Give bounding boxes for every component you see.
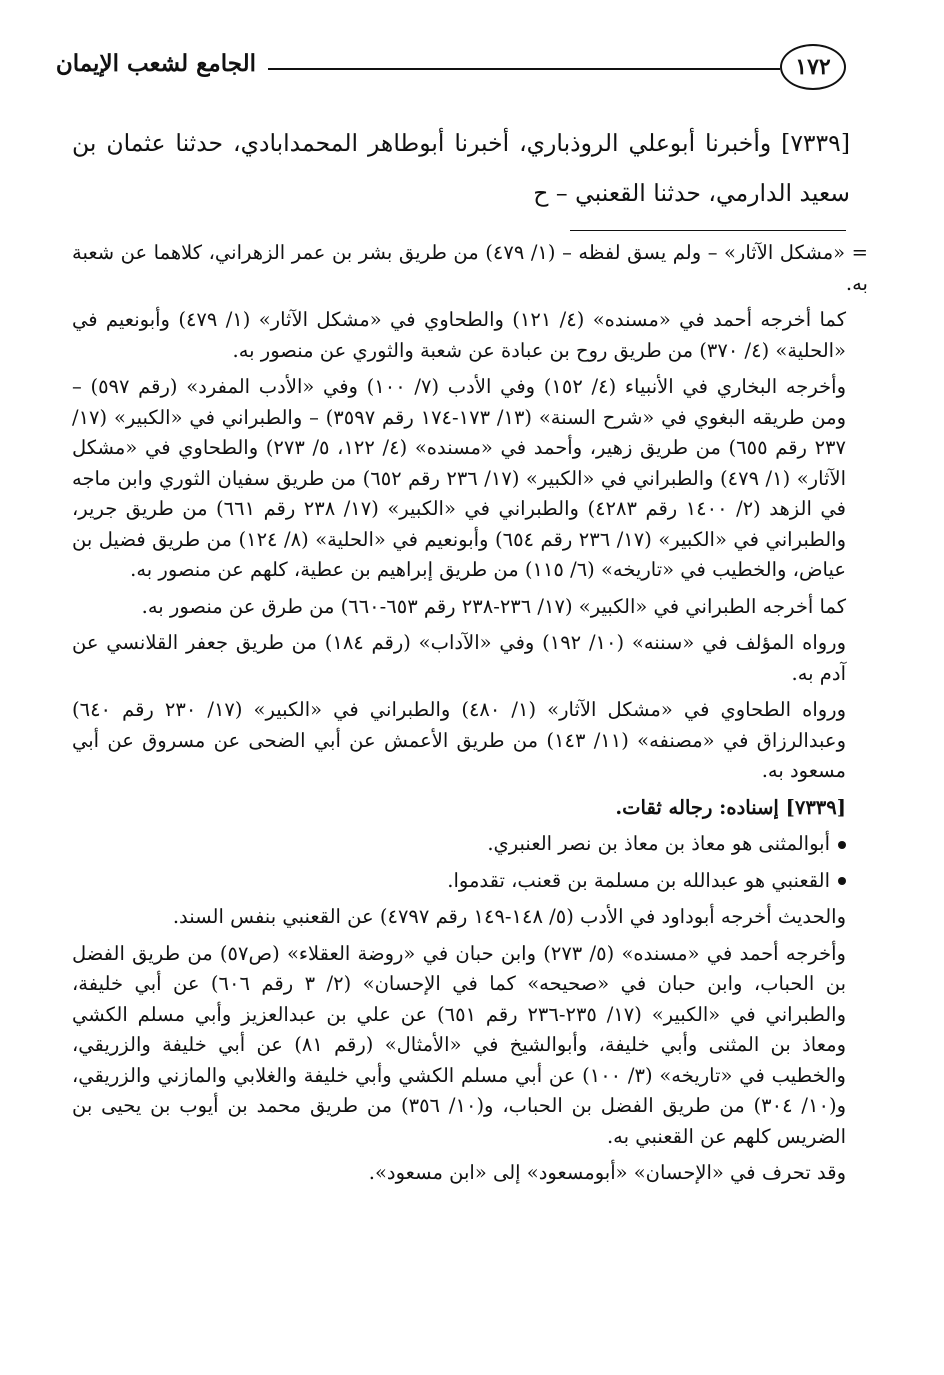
footnotes (72, 238, 868, 1195)
bullet-icon (838, 841, 846, 849)
narrator-note (72, 829, 846, 860)
page-number-text: ١٧٢ (795, 54, 831, 80)
footnote-paragraph: كما أخرجه أحمد في «مسنده» (٤/ ١٢١) والطحاوي في «مشكل الآثار» (١/ ٤٧٩) وأبونعيم في «الحلية» (٤/ ٣٧٠) من طريق روح بن عبادة عن شعبة والثوري عن منصور به. (72, 308, 846, 362)
isnad-heading: [٧٣٣٩] إسناده: رجاله ثقات. (615, 795, 846, 819)
book-title: الجامع لشعب الإيمان (55, 50, 256, 77)
hadith-number: [٧٣٣٩] (781, 129, 850, 157)
footnote-paragraph: ورواه المؤلف في «سننه» (١٠/ ١٩٢) وفي «الآداب» (رقم ١٨٤) من طريق جعفر القلانسي عن آدم به. (72, 631, 846, 685)
header-rule (268, 68, 780, 70)
footnote-paragraph: كما أخرجه الطبراني في «الكبير» (١٧/ ٢٣٦-٢٣٨ رقم ٦٥٣-٦٦٠) من طرق عن منصور به. (141, 594, 846, 618)
footnote-divider (570, 230, 846, 231)
page-number (780, 44, 846, 90)
narrator-note-text: أبوالمثنى هو معاذ بن معاذ بن نصر العنبري. (487, 832, 830, 855)
takhrij-paragraph: وقد تحرف في «الإحسان» «أبومسعود» إلى «ابن مسعود». (368, 1161, 846, 1184)
main-text (72, 118, 850, 218)
takhrij-paragraph: والحديث أخرجه أبوداود في الأدب (٥/ ١٤٨-١٤٩ رقم ٤٧٩٧) عن القعنبي بنفس السند. (172, 905, 846, 928)
narrator-note (72, 866, 846, 897)
takhrij-paragraph: وأخرجه أحمد في «مسنده» (٥/ ٢٧٣) وابن حبان في «روضة العقلاء» (ص٥٧) من طريق الفضل بن الحباب، وابن حبان في «صحيحه» كما في الإحسان» (٢/ ٣ رقم ٦٠٦) عن أبي خليفة، والطبراني في «الكبير» (١٧/ ٢٣٥-٢٣٦ رقم ٦٥١) عن علي بن عبدالعزيز وأبي مسلم الكشي ومعاذ بن المثنى وأبي خليفة، وأبوالشيخ في «الأمثال» (رقم ٨١) عن أبي خليفة والزريقي، والخطيب في «تاريخه» (٣/ ١٠٠) عن أبي مسلم الكشي وأبي خليفة والغلابي والمازني والزريقي، و(١٠/ ٣٠٤) من طريق الفضل بن الحباب، و(١٠/ ٣٥٦) من طريق محمد بن أيوب بن يحيى بن الضريس كلهم عن القعنبي به. (72, 941, 847, 1148)
footnote-paragraph: ورواه الطحاوي في «مشكل الآثار» (١/ ٤٨٠) والطبراني في «الكبير» (١٧/ ٢٣٠ رقم ٦٤٠) وعبدالرزاق في «مصنفه» (١١/ ١٤٣) من طريق الأعمش عن أبي الضحى عن مسروق عن أبي مسعود به. (72, 698, 846, 782)
hadith-text: وأخبرنا أبوعلي الروذباري، أخبرنا أبوطاهر المحمدابادي، حدثنا عثمان بن سعيد الدارمي، حدثنا القعنبي – ح (72, 129, 850, 207)
bullet-icon (838, 877, 846, 885)
narrator-note-text: القعنبي هو عبدالله بن مسلمة بن قعنب، تقدموا. (447, 868, 830, 892)
footnote-paragraph: = «مشكل الآثار» – ولم يسق لفظه – (١/ ٤٧٩) من طريق بشر بن عمر الزهراني، كلاهما عن شعبة به. (72, 241, 868, 295)
footnote-paragraph: وأخرجه البخاري في الأنبياء (٤/ ١٥٢) وفي الأدب (٧/ ١٠٠) وفي «الأدب المفرد» (رقم ٥٩٧) – ومن طريقه البغوي في «شرح السنة» (١٣/ ١٧٣-١٧٤ رقم ٣٥٩٧) – والطبراني في «الكبير» (١٧/ ٢٣٧ رقم ٦٥٥) من طريق زهير، وأحمد في «مسنده» (٤/ ١٢٢، ٥/ ٢٧٣) والطحاوي في «مشكل الآثار» (١/ ٤٧٩) والطبراني في «الكبير» (١٧/ ٢٣٦ رقم ٦٥٢) من طريق سفيان الثوري وابن ماجه في الزهد (٢/ ١٤٠٠ رقم ٤٢٨٣) والطبراني في «الكبير» (١٧/ ٢٣٨ رقم ٦٦١) من طريق جرير، والطبراني في «الكبير» (١٧/ ٢٣٦ رقم ٦٥٤) وأبونعيم في «الحلية» (٨/ ١٢٤) من طريق فضيل بن عياض، والخطيب في «تاريخه» (٦/ ١١٥) من طريق إبراهيم بن عطية، كلهم عن منصور به. (72, 375, 846, 581)
